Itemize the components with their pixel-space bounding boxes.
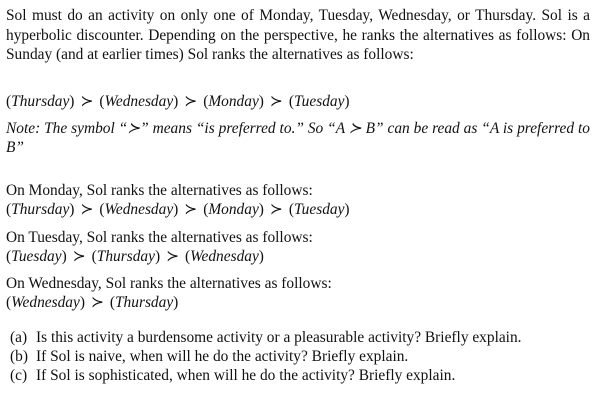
note-paragraph: Note: The symbol “≻” means “is preferred to.” So “A ≻ B” can be read as “A is preferred to B” [6, 120, 590, 156]
monday-heading: On Monday, Sol ranks the alternatives as follows: [6, 182, 313, 199]
ranking-day: Wednesday [104, 201, 174, 218]
ranking-day: Wednesday [190, 248, 259, 265]
question-item [10, 328, 522, 347]
succeeds-symbol: ≻ [184, 93, 198, 110]
tuesday-heading: On Tuesday, Sol ranks the alternatives as follows: [6, 229, 313, 246]
succeeds-symbol: ≻ [269, 201, 283, 218]
question-label: (b) [10, 348, 28, 365]
succeeds-symbol: ≻ [80, 93, 94, 110]
question-text: If Sol is sophisticated, when will he do the activity? Briefly explain. [36, 367, 456, 384]
sunday-ranking: (Thursday) ≻ (Wednesday) ≻ (Monday) ≻ (Tuesday) [6, 93, 350, 110]
question-list [6, 328, 522, 385]
succeeds-symbol: ≻ [90, 294, 104, 311]
ranking-day: Thursday [115, 294, 174, 311]
question-text: Is this activity a burdensome activity or a pleasurable activity? Briefly explain. [36, 329, 522, 346]
question-label: (c) [10, 367, 28, 384]
ranking-day: Thursday [96, 248, 155, 265]
question-label: (a) [10, 329, 28, 346]
tuesday-ranking: (Tuesday) ≻ (Thursday) ≻ (Wednesday) [6, 248, 264, 265]
tuesday-block [6, 228, 313, 266]
ranking-day: Wednesday [11, 294, 80, 311]
succeeds-symbol: ≻ [269, 93, 283, 110]
succeeds-symbol: ≻ [80, 201, 94, 218]
succeeds-symbol: ≻ [166, 248, 179, 265]
monday-ranking: (Thursday) ≻ (Wednesday) ≻ (Monday) ≻ (Tuesday) [6, 201, 350, 218]
ranking-day: Tuesday [293, 93, 345, 110]
ranking-day: Tuesday [11, 248, 62, 265]
intro-paragraph: Sol must do an activity on only one of Monday, Tuesday, Wednesday, or Thursday. Sol is a hyperbolic discounter. Depending on the perspective, he ranks the alternatives as follows: On Sunday (and at earlier times) Sol ranks the alternatives as follows: [6, 7, 590, 63]
ranking-day: Wednesday [104, 93, 174, 110]
question-item [10, 347, 522, 366]
succeeds-symbol: ≻ [72, 248, 86, 265]
succeeds-symbol: ≻ [184, 201, 198, 218]
question-text: If Sol is naive, when will he do the activity? Briefly explain. [36, 348, 409, 365]
ranking-day: Thursday [11, 93, 70, 110]
wednesday-heading: On Wednesday, Sol ranks the alternatives as follows: [6, 275, 332, 292]
ranking-day: Monday [208, 201, 259, 218]
wednesday-ranking: (Wednesday) ≻ (Thursday) [6, 294, 179, 311]
wednesday-block [6, 274, 332, 312]
ranking-day: Tuesday [293, 201, 345, 218]
ranking-day: Thursday [11, 201, 70, 218]
question-item [10, 366, 522, 385]
monday-block [6, 181, 350, 219]
ranking-day: Monday [208, 93, 259, 110]
